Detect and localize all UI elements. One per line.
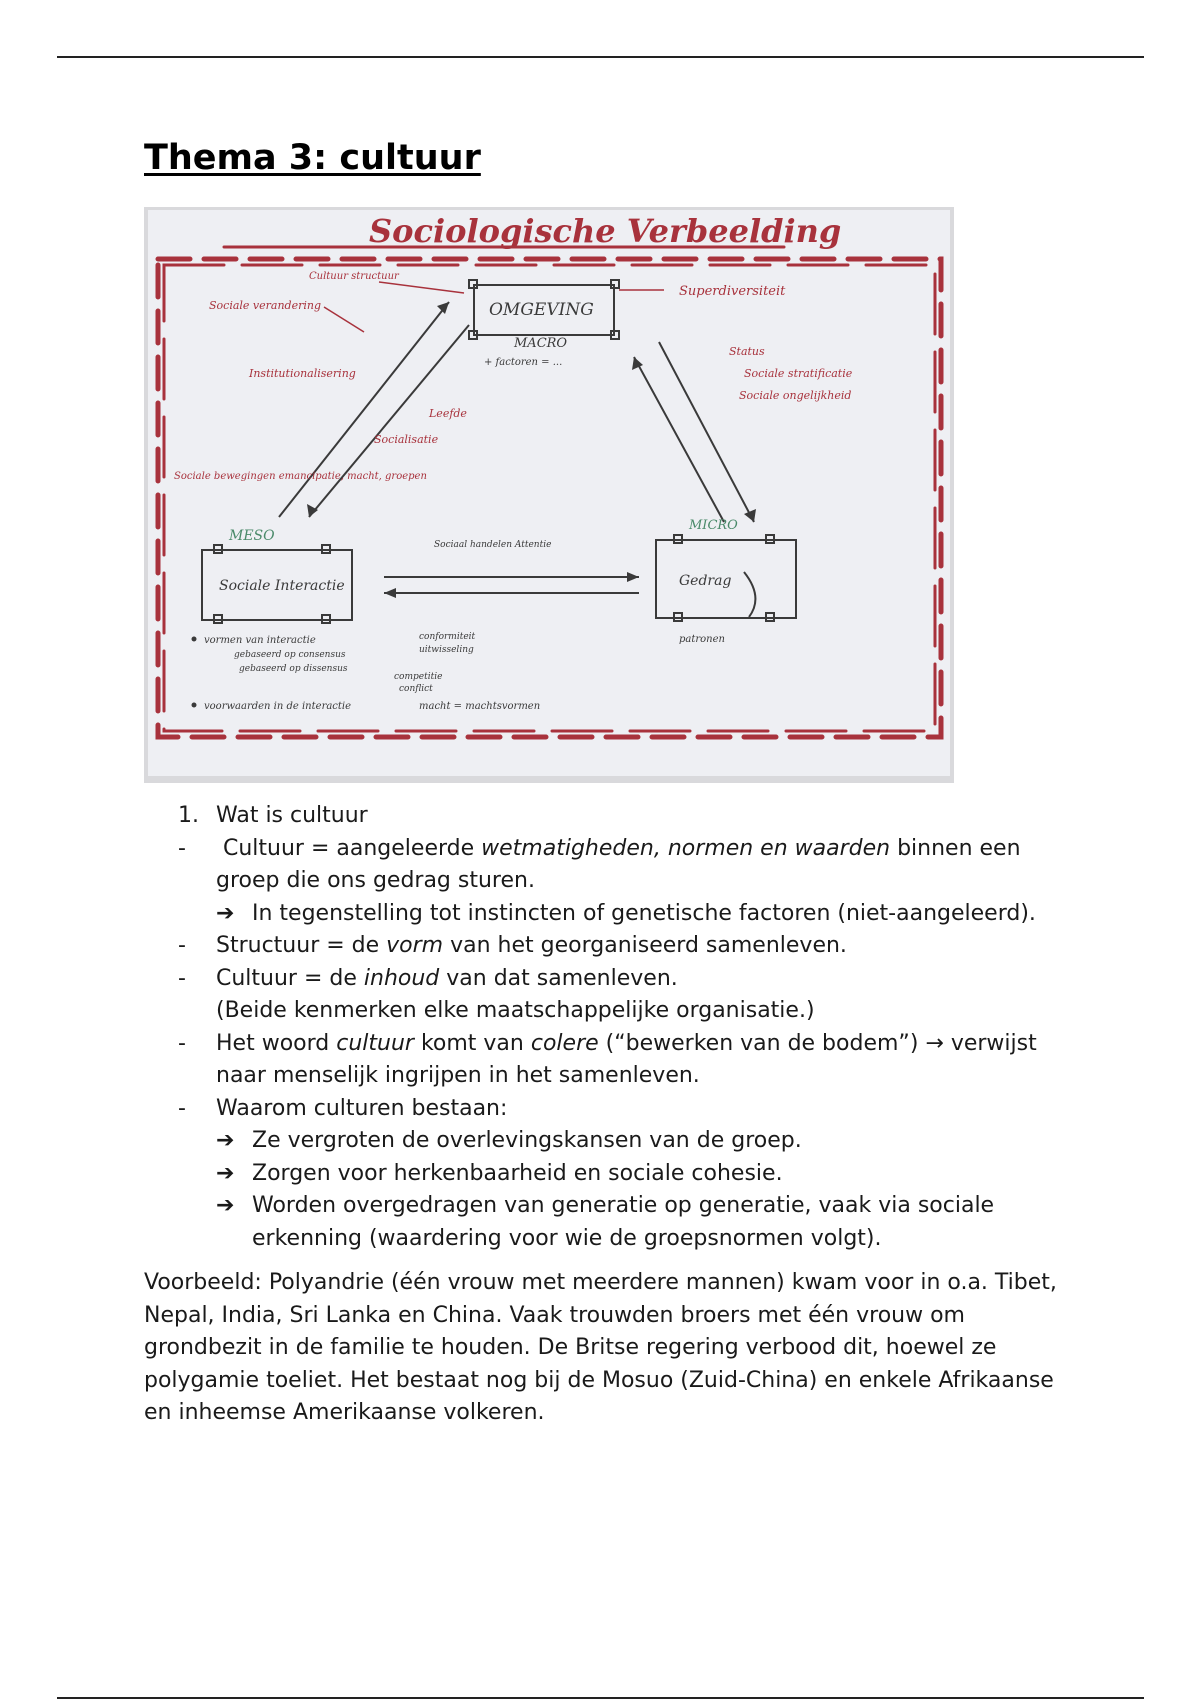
text: binnen een groep die ons gedrag sturen. [216,835,1021,893]
emphasis: wetmatigheden, normen en waarden [481,835,891,861]
label-conflict: conflict [399,684,433,694]
dash-bullet: - [178,933,186,958]
bullet-structuur [144,930,1064,963]
label-gebaseerd-dissensus: gebaseerd op dissensus [239,664,348,674]
dash-bullet: - [178,835,186,861]
text: komt van [413,1030,531,1056]
dash-bullet: - [178,1095,186,1121]
text: van het georganiseerd samenleven. [443,933,847,958]
text: (Beide kenmerken elke maatschappelijke organisatie.) [216,998,815,1023]
diagram-photo [144,207,954,783]
label-competitie: competitie [394,672,443,682]
label-meso: MESO [229,528,275,544]
label-socialisatie: Socialisatie [374,433,439,446]
arrow-item-tegenstelling [144,898,1064,931]
label-patronen: patronen [679,634,725,645]
label-macht: macht = machtsvormen [419,701,541,712]
list-number: 1. [178,803,199,828]
text: Structuur = de [216,933,387,958]
dash-bullet: - [178,1030,186,1056]
label-omgeving: OMGEVING [489,300,594,320]
text: Worden overgedragen van generatie op generatie, vaak via sociale erkenning (waardering voor wie de groepsnormen volgt). [252,1193,995,1251]
arrow-icon: ➔ [216,1193,235,1218]
label-leefde: Leefde [429,407,467,420]
label-vormen-interactie: vormen van interactie [204,635,316,646]
emphasis: cultuur [336,1030,414,1056]
arrow-icon: ➔ [216,1128,235,1153]
label-micro: MICRO [689,518,738,533]
emphasis: vorm [386,933,444,958]
bullet-cultuur-inhoud [144,963,1064,1028]
label-institutionalisering: Institutionalisering [249,367,356,380]
text: In tegenstelling tot instincten of genetische factoren (niet-aangeleerd). [252,900,1036,926]
arrow-item-reden-2 [144,1158,1064,1191]
label-sociale-ongelijkheid: Sociale ongelijkheid [739,389,852,402]
text: Ze vergroten de overlevingskansen van de groep. [252,1128,802,1153]
text: Cultuur = aangeleerde [223,835,482,861]
page-title: Thema 3: cultuur [144,138,481,178]
footer-rule [57,1697,1144,1699]
emphasis: colere [530,1030,599,1056]
arrow-icon: ➔ [216,900,235,926]
label-sociale-verandering: Sociale verandering [209,299,321,312]
label-gedrag: Gedrag [679,573,732,589]
label-conformiteit: conformiteit [419,632,476,642]
label-superdiversiteit: Superdiversiteit [679,284,786,299]
voorbeeld-paragraph: Voorbeeld: Polyandrie (één vrouw met meerdere mannen) kwam voor in o.a. Tibet, Nepal, India, Sri Lanka en China. Vaak trouwden broers met één vrouw om grondbezit in de familie te houden. De Britse regering verbood dit, hoewel ze polygamie toeliet. Het bestaat nog bij de Mosuo (Zuid-China) en enkele Afrikaanse en inheemse Amerikaanse volkeren. [144,1270,1057,1425]
arrow-icon: ➔ [216,1160,235,1186]
label-cultuur-structuur: Cultuur structuur [309,271,399,282]
arrow-item-reden-1 [144,1125,1064,1158]
list-item-text: Wat is cultuur [216,803,368,828]
label-sociaal-handelen: Sociaal handelen Attentie [434,540,552,550]
text: Waarom culturen bestaan: [216,1095,508,1121]
emphasis: inhoud [363,965,440,991]
label-sociale-stratificatie: Sociale stratificatie [744,367,853,380]
diagram-heading: Sociologische Verbeelding [369,212,842,250]
label-status: Status [729,345,765,358]
label-voorwaarden: voorwaarden in de interactie [204,701,352,712]
label-uitwisseling: uitwisseling [419,645,474,655]
label-sociale-bewegingen: Sociale bewegingen emancipatie, macht, groepen [174,471,427,482]
bullet-woord-cultuur [144,1028,1064,1093]
text: van dat samenleven. [439,965,678,991]
label-sociale-interactie: Sociale Interactie [219,578,345,594]
arrow-item-reden-3 [144,1190,1064,1255]
label-gebaseerd-consensus: gebaseerd op consensus [234,650,346,660]
bullet-waarom [144,1093,1064,1126]
bullet-cultuur-definition [144,833,1064,898]
text: Cultuur = de [216,965,364,991]
text: (“bewerken van de bodem”) → verwijst naar menselijk ingrijpen in het samenleven. [216,1030,1037,1088]
label-factoren: + factoren = ... [484,357,563,368]
text: Het woord [216,1030,337,1056]
text: Zorgen voor herkenbaarheid en sociale cohesie. [252,1160,783,1186]
list-item-1 [144,800,1064,833]
header-rule [57,56,1144,58]
label-macro: MACRO [514,336,568,351]
dash-bullet: - [178,965,186,991]
main-content [144,800,1064,1452]
